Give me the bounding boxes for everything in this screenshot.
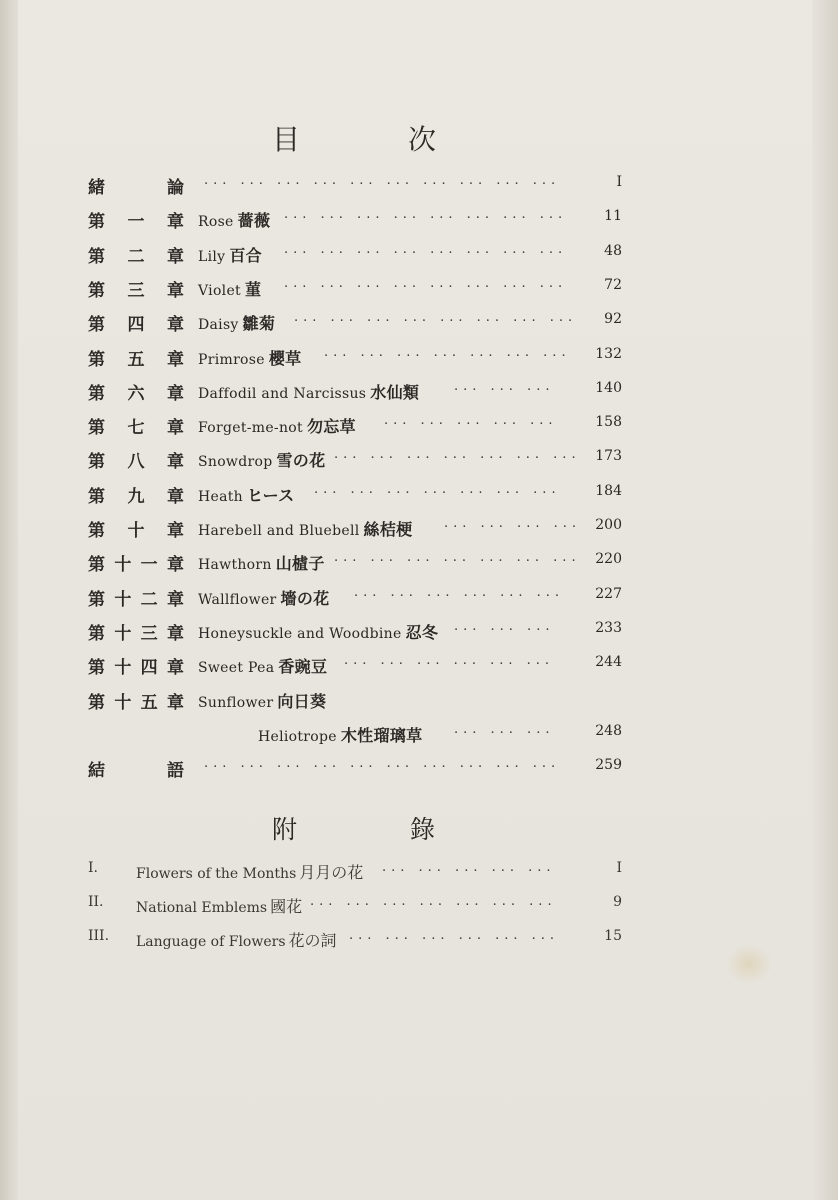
dot-leader: ... ... ... ... ... ... ... ...	[294, 310, 578, 326]
chapter-char: 章	[166, 658, 184, 679]
chapter-char: 第	[88, 212, 105, 233]
appendix-heading-right: 錄	[410, 815, 436, 844]
appendix-row	[88, 928, 622, 956]
entry-title-en: Honeysuckle and Woodbine	[198, 625, 402, 642]
appendix-title	[136, 894, 302, 917]
chapter-char: 章	[167, 349, 184, 370]
entry-title	[198, 277, 261, 300]
entry-title	[198, 620, 438, 643]
entry-title-en: Harebell and Bluebell	[198, 523, 360, 539]
entry-title-jp: ヒース	[246, 485, 295, 505]
appendix-number: II.	[88, 894, 104, 910]
dot-leader: ... ... ... ... ... ... ...	[324, 344, 571, 360]
dot-leader: ... ... ...	[454, 618, 555, 634]
chapter-char: 緒	[88, 178, 105, 198]
chapter-char: 十	[114, 589, 132, 610]
page-number: 15	[604, 928, 622, 944]
paper-stain	[726, 944, 772, 984]
toc-row	[88, 619, 622, 649]
toc-row	[88, 585, 622, 615]
page-number: 173	[595, 448, 622, 465]
toc-row	[88, 242, 622, 272]
toc-row	[88, 550, 622, 580]
entry-title-en: Sunflower	[198, 694, 274, 711]
entry-title-jp: 勿忘草	[306, 417, 356, 437]
dot-leader: ... ... ... ... ... ...	[344, 653, 555, 669]
appendix-heading-left: 附	[272, 815, 298, 844]
page-left-edge	[0, 0, 18, 1200]
entry-title	[198, 448, 325, 471]
appendix-title-jp: 國花	[270, 897, 303, 916]
entry-title-en: Lily	[198, 248, 226, 265]
appendix-title-jp: 花の詞	[288, 931, 337, 950]
page-number: 200	[595, 517, 622, 533]
appendix-title-en: Flowers of the Months	[136, 866, 297, 882]
chapter-char: 第	[88, 418, 105, 439]
chapter-char: 五	[127, 349, 145, 370]
entry-title	[198, 654, 327, 677]
chapter-char: 第	[88, 383, 105, 404]
entry-title	[198, 346, 301, 369]
dot-leader: ... ... ... ... ... ... ... ...	[284, 207, 568, 223]
chapter-char: 論	[167, 178, 184, 198]
entry-title	[198, 414, 356, 437]
entry-title-en: Wallflower	[198, 591, 277, 608]
chapter-label	[88, 619, 184, 644]
dot-leader: ... ... ... ... ... ... ... ...	[284, 241, 568, 257]
chapter-label	[88, 345, 184, 370]
chapter-char: 章	[167, 452, 184, 473]
entry-title	[198, 483, 294, 506]
entry-title-jp: 香豌豆	[278, 657, 328, 677]
entry-title-en: Sweet Pea	[198, 660, 275, 677]
toc-row	[88, 413, 622, 443]
page-number: 11	[604, 208, 622, 225]
entry-title-jp: 墻の花	[280, 588, 330, 608]
chapter-label	[88, 207, 184, 232]
page-number: 72	[604, 276, 622, 293]
page-number: 259	[595, 757, 622, 774]
dot-leader: ... ... ... ... ... ... ... ... ... ...	[204, 756, 561, 772]
toc-row	[88, 482, 622, 512]
toc-row	[88, 345, 622, 375]
entry-title-jp: 雪の花	[276, 451, 326, 471]
chapter-char: 一	[127, 212, 145, 233]
chapter-label	[88, 688, 184, 713]
chapter-char: 章	[166, 692, 184, 713]
chapter-char: 章	[167, 383, 184, 404]
appendix-title	[136, 928, 337, 951]
chapter-char: 章	[166, 623, 184, 644]
page-number: 140	[595, 379, 622, 396]
page-number: 92	[604, 311, 622, 328]
page-number: 158	[595, 414, 622, 431]
dot-leader: ... ... ...	[454, 721, 555, 737]
chapter-char: 五	[140, 692, 158, 713]
entry-title	[198, 586, 329, 609]
toc-row	[88, 310, 622, 340]
entry-title-jp: 絲桔梗	[363, 520, 413, 539]
chapter-char: 八	[127, 452, 145, 473]
entry-title-en: Violet	[198, 282, 241, 299]
dot-leader: ... ... ... ... ... ... ...	[334, 550, 581, 566]
dot-leader: ... ... ... ... ... ...	[354, 584, 565, 600]
chapter-char: 第	[88, 246, 105, 267]
dot-leader: ... ... ... ... ...	[382, 860, 556, 875]
chapter-char: 十	[127, 521, 145, 541]
toc-row	[88, 516, 622, 546]
entry-title-jp: 木性瑠璃草	[340, 725, 423, 745]
chapter-char: 章	[167, 521, 184, 541]
entry-title-jp: 山樝子	[275, 554, 325, 574]
chapter-char: 七	[127, 418, 145, 439]
chapter-label	[88, 173, 184, 198]
chapter-char: 章	[167, 212, 184, 233]
entry-title-jp: 百合	[229, 245, 262, 265]
toc-heading-left: 目	[272, 123, 301, 156]
entry-title-jp: 向日葵	[277, 691, 327, 711]
entry-title-en: Forget-me-not	[198, 420, 303, 437]
chapter-char: 第	[88, 486, 105, 507]
entry-title-jp: 忍冬	[405, 622, 439, 642]
entry-title	[258, 723, 422, 746]
dot-leader: ... ... ... ... ... ... ...	[310, 894, 557, 909]
entry-title-en: Heliotrope	[258, 728, 337, 745]
appendix-number: III.	[88, 928, 110, 944]
chapter-label	[88, 653, 184, 678]
chapter-char: 二	[140, 589, 158, 610]
chapter-char: 第	[88, 521, 105, 541]
chapter-char: 四	[140, 658, 158, 679]
chapter-char: 十	[114, 555, 132, 576]
chapter-char: 語	[167, 761, 184, 782]
page-number: I	[616, 860, 622, 876]
chapter-label	[88, 413, 184, 438]
dot-leader: ... ... ...	[454, 378, 555, 394]
dot-leader: ... ... ... ... ... ... ... ... ... ...	[204, 173, 561, 188]
entry-title-jp: 水仙類	[370, 382, 420, 402]
toc-row	[88, 379, 622, 409]
entry-title-jp: 菫	[244, 279, 262, 299]
entry-title-en: Daisy	[198, 317, 239, 334]
entry-title	[198, 689, 326, 712]
chapter-label	[88, 310, 184, 335]
dot-leader: ... ... ... ... ... ... ...	[334, 447, 581, 463]
page-number: 220	[595, 551, 622, 568]
dot-leader: ... ... ... ... ... ...	[349, 928, 560, 943]
chapter-label	[88, 550, 184, 575]
appendix-title	[136, 860, 363, 883]
appendix-heading	[0, 810, 838, 850]
entry-title	[198, 311, 275, 334]
page-number: 132	[595, 345, 622, 362]
chapter-char: 二	[127, 246, 145, 267]
chapter-label	[88, 585, 184, 610]
chapter-char: 四	[127, 315, 145, 336]
appendix-row	[88, 860, 622, 888]
chapter-char: 十	[114, 692, 132, 713]
chapter-label	[88, 756, 184, 781]
chapter-char: 結	[88, 761, 105, 782]
chapter-char: 六	[127, 383, 145, 404]
dot-leader: ... ... ... ... ...	[384, 413, 558, 429]
toc-row	[88, 756, 622, 786]
page-number: I	[616, 174, 622, 190]
chapter-char: 一	[140, 555, 158, 576]
toc-row	[88, 207, 622, 237]
entry-title-en: Heath	[198, 488, 243, 505]
appendix-row	[88, 894, 622, 922]
page-right-edge	[812, 0, 838, 1200]
appendix-number: I.	[88, 860, 98, 876]
page-number: 48	[604, 242, 622, 259]
chapter-char: 第	[88, 589, 105, 610]
entry-title-jp: 雛菊	[242, 314, 276, 334]
chapter-char: 第	[88, 658, 105, 679]
entry-title	[198, 208, 270, 231]
page-number: 244	[595, 654, 622, 671]
chapter-char: 十	[114, 623, 132, 644]
toc-heading-right: 次	[408, 123, 437, 156]
chapter-char: 第	[88, 315, 105, 336]
entry-title-jp: 薔薇	[237, 211, 271, 231]
page-number: 184	[595, 482, 622, 499]
dot-leader: ... ... ... ...	[444, 516, 581, 531]
chapter-char: 章	[166, 555, 184, 576]
toc-row	[88, 447, 622, 477]
chapter-char: 第	[88, 280, 105, 301]
chapter-label	[88, 482, 184, 507]
page-number: 248	[595, 722, 622, 739]
entry-title-jp: 櫻草	[268, 348, 302, 368]
appendix-title-jp: 月月の花	[299, 863, 364, 882]
chapter-char: 第	[88, 349, 105, 370]
entry-title	[198, 551, 325, 574]
chapter-char: 第	[88, 452, 105, 473]
page-number: 227	[595, 585, 622, 602]
dot-leader: ... ... ... ... ... ... ...	[314, 481, 561, 497]
chapter-char: 章	[167, 280, 184, 301]
toc-row	[88, 722, 622, 752]
chapter-label	[88, 276, 184, 301]
entry-title	[198, 243, 262, 266]
page-number: 9	[613, 894, 622, 910]
chapter-char: 章	[166, 589, 184, 610]
chapter-char: 九	[127, 486, 145, 507]
chapter-char: 第	[88, 555, 105, 576]
toc-row	[88, 276, 622, 306]
chapter-label	[88, 447, 184, 472]
chapter-label	[88, 516, 184, 541]
chapter-char: 章	[167, 486, 184, 507]
chapter-char: 三	[127, 280, 145, 301]
entry-title-en: Rose	[198, 214, 234, 231]
entry-title-en: Hawthorn	[198, 557, 272, 574]
chapter-char: 第	[88, 692, 105, 713]
page-number: 233	[595, 619, 622, 636]
entry-title	[198, 517, 412, 540]
chapter-char: 章	[167, 315, 184, 336]
entry-title-en: Snowdrop	[198, 454, 273, 471]
entry-title-en: Primrose	[198, 351, 265, 368]
toc-row	[88, 653, 622, 683]
toc-row	[88, 688, 622, 718]
toc-heading	[0, 118, 838, 168]
chapter-char: 章	[167, 418, 184, 439]
dot-leader: ... ... ... ... ... ... ... ...	[284, 275, 568, 291]
appendix-title-en: Language of Flowers	[136, 934, 286, 950]
chapter-char: 第	[88, 623, 105, 644]
chapter-label	[88, 379, 184, 404]
chapter-char: 章	[167, 246, 184, 267]
chapter-char: 十	[114, 658, 132, 679]
chapter-char: 三	[140, 623, 158, 644]
toc-row	[88, 173, 622, 203]
appendix-title-en: National Emblems	[136, 900, 268, 916]
chapter-label	[88, 242, 184, 267]
entry-title	[198, 380, 419, 403]
entry-title-en: Daffodil and Narcissus	[198, 385, 367, 402]
